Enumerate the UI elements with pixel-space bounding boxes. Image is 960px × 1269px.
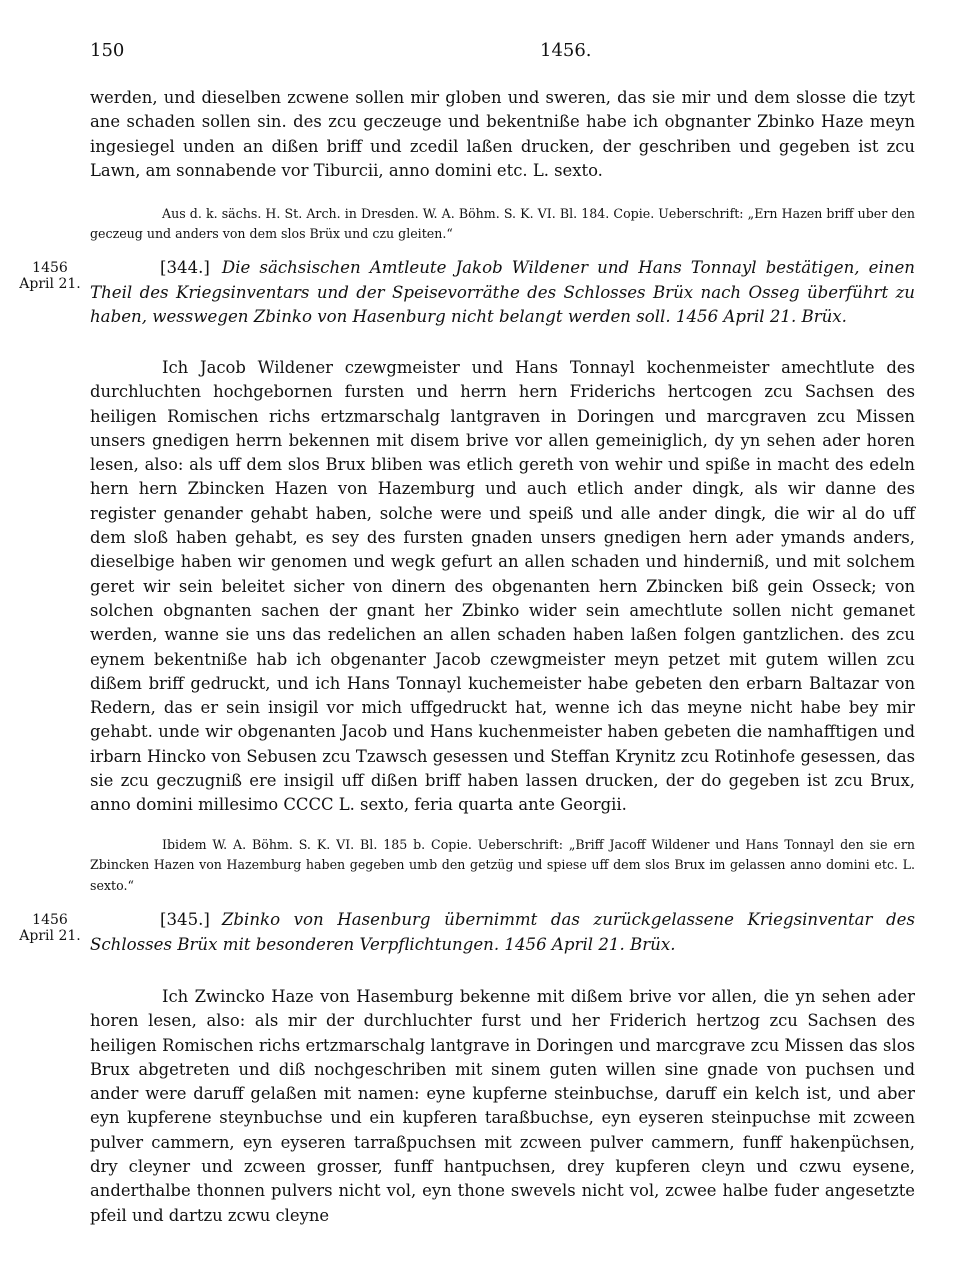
margin-year-344: 1456 xyxy=(32,260,68,276)
source-note-344 xyxy=(90,822,915,909)
regest-345 xyxy=(90,908,915,957)
source-note-343 xyxy=(90,191,915,257)
document-number-344: [344.] xyxy=(160,258,210,277)
margin-day-344: April 21. xyxy=(19,276,81,292)
document-text-344 xyxy=(90,356,915,818)
source-note-343-text: Aus d. k. sächs. H. St. Arch. in Dresden. W. A. Böhm. S. K. VI. Bl. 184. Copie. Ueberschrift: „Ern Hazen briff uber den geczeug und anders von dem slos Brüx und czu gleiten.“ xyxy=(90,205,915,242)
document-text-344-body: Ich Jacob Wildener czewgmeister und Hans Tonnayl kochenmeister amechtlute des durchluchten hochgebornen fursten und herrn hern Friderichs hertcogen zcu Sachsen des heiligen Romischen richs ertzmarschalg lantgraven in Doringen und marcgraven zcu Missen unsers gnedigen herrn bekennen mit disem brive vor allen gemeiniglich, dy yn sehen ader horen lesen, also: als uff dem slos Brux bliben was etlich gereth von wehir und spiße in macht des edeln hern hern Zbincken Hazen von Hazemburg und auch etlich ander dingk, als wir danne des register genander gehabt haben, solche were und speiß und alle ander dingk, die wir al do uff dem sloß haben gehabt, es sey des fursten gnaden unsers gnedigen hern ader ymands anders, dieselbige haben wir genomen und wegk gefurt an allen schaden und hinderniß, und mit solchem geret wir sein beleitet sicher von dinern des obgenanten hern Zbincken biß gein Osseck; von solchen obgnanten sachen der gnant her Zbinko wider sein amechtlute sollen nicht gemanet werden, wanne sie uns das redelichen an allen schaden haben laßen folgen gantzlichen. des zcu eynem bekentniße hab ich obgenanter Jacob czewgmeister meyn petzet mit gutem willen zcu dißem briff gedruckt, und ich Hans Tonnayl kuchemeister habe gebeten den erbarn Baltazar von Redern, das er sein insigil vor mich uffgedruckt hat, wenne ich das meyne nicht habe bey mir gehabt. unde wir obgenanten Jacob und Hans kuchenmeister haben gebeten die namhafftigen und irbarn Hincko von Sebusen zcu Tzawsch gesessen und Steffan Krynitz zcu Rotinhofe gesessen, das sie zcu geczugniß ere insigil uff dißen briff haben lassen drucken, der do gegeben ist zcu Brux, anno domini millesimo CCCC L. sexto, feria quarta ante Georgii. xyxy=(90,358,915,815)
document-number-345: [345.] xyxy=(160,910,210,929)
continuation-text: werden, und dieselben zcwene sollen mir globen und sweren, das sie mir und dem slosse die tzyt ane schaden sollen sin. des zcu geczeuge und bekentniße habe ich obgnanter Zbinko Haze meyn ingesiegel unden an dißen briff und zcedil laßen drucken, der geschriben und gegeben ist zcu Lawn, am sonnabende vor Tiburcii, anno domini etc. L. sexto. xyxy=(90,88,915,180)
margin-year-345: 1456 xyxy=(32,912,68,928)
continuation-paragraph xyxy=(90,86,915,183)
document-text-345 xyxy=(90,985,915,1228)
regest-345-text: Zbinko von Hasenburg übernimmt das zurückgelassene Kriegsinventar des Schlosses Brüx mit besonderen Verpflichtungen. 1456 April 21. Brüx. xyxy=(90,910,915,954)
margin-day-345: April 21. xyxy=(19,928,81,944)
page-header xyxy=(90,40,920,64)
source-note-344-text: Ibidem W. A. Böhm. S. K. VI. Bl. 185 b. Copie. Ueberschrift: „Briff Jacoff Wildener und Hans Tonnayl den sie ern Zbincken Hazen von Hazemburg haben gegeben umb den getzüg und spiese uff dem slos Brux im gelassen anno domini etc. L. sexto.“ xyxy=(90,836,915,893)
document-text-345-body: Ich Zwincko Haze von Hasemburg bekenne mit dißem brive vor allen, die yn sehen ader horen lesen, also: als mir der durchluchter furst und her Friderich hertzog zcu Sachsen des heiligen Romischen richs ertzmarschalg lantgrave in Doringen und marcgrave zcu Missen das slos Brux abgetreten und diß nochgeschriben mit sinem guten willen sine gnade von puchsen und ander were daruff gelaßen mit namen: eyne kupferne steinbuchse, daruff ein kelch ist, und aber eyn kupferene steynbuchse und ein kupferen taraßbuchse, eyn eyseren steinpuchse mit zcween pulver cammern, eyn eyseren tarraßpuchsen mit zcween pulver cammern, funff hakenpüchsen, dry cleyner und zcween grosser, funff hantpuchsen, drey kupferen cleyn und czwu eysene, anderthalbe thonnen pulvers nicht vol, eyn thone swevels nicht vol, zcwee halbe fuder angesetzte pfeil und dartzu zcwu cleyne xyxy=(90,987,915,1225)
running-year: 1456. xyxy=(540,40,592,61)
regest-344 xyxy=(90,256,915,330)
margin-date-344 xyxy=(18,260,82,292)
margin-date-345 xyxy=(18,912,82,944)
regest-344-text: Die sächsischen Amtleute Jakob Wildener und Hans Tonnayl bestätigen, einen Theil des Kriegsinventars und der Speisevorräthe des Schlosses Brüx nach Osseg überführt zu haben, wesswegen Zbinko von Hasenburg nicht belangt werden soll. 1456 April 21. Brüx. xyxy=(90,258,915,326)
page-number: 150 xyxy=(90,40,125,61)
